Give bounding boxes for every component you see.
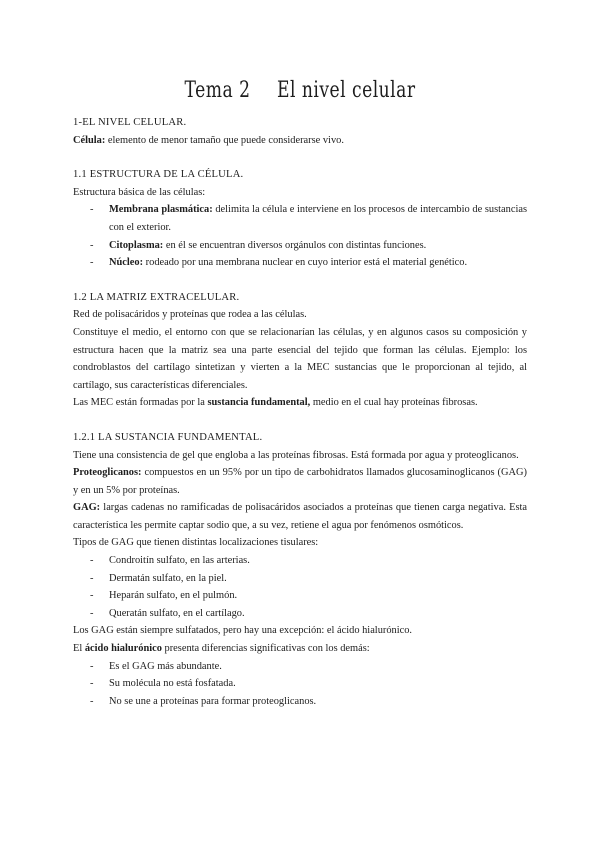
item-text: Condroitín sulfato, en las arterias. [109, 555, 250, 567]
hial-a: El [73, 643, 85, 655]
list-item [73, 570, 527, 588]
celula-text: elemento de menor tamaño que puede considerarse vivo. [105, 134, 344, 146]
dash-marker: - [90, 590, 94, 602]
tipos-intro: Tipos de GAG que tienen distintas localizaciones tisulares: [73, 537, 319, 549]
dash-marker: - [90, 607, 94, 619]
sustancia-p1: Tiene una consistencia de gel que engloba a las proteínas fibrosas. Está formada por agua y proteoglicanos. [73, 449, 519, 461]
heading-1-2: 1.2 LA MATRIZ EXTRACELULAR. [73, 291, 240, 303]
page-title [123, 74, 477, 108]
gag-definition [73, 499, 527, 534]
gag-text: largas cadenas no ramificadas de polisacáridos asociados a proteínas que tienen carga negativa. Esta característica les permite captar sodio que, a su vez, retiene el agua por fenómenos osmóticos. [73, 502, 527, 531]
matriz-p3-b: medio en el cual hay proteínas fibrosas. [310, 397, 478, 409]
matriz-p2: Constituye el medio, el entorno con que se relacionarían las células, y en algunos casos su composición y estructura hacen que la matriz sea una parte esencial del tejido que forman las células. Ejemplo: los condroblastos del cartílago sintetizan y vierten a la MEC sustancias que le proporcionan al tejido, al cartílago, sus características diferenciales. [73, 326, 527, 391]
proteoglicanos-term: Proteoglicanos: [73, 467, 142, 479]
item-term: Núcleo: [109, 257, 144, 269]
list-item [73, 201, 527, 236]
item-text: Su molécula no está fosfatada. [109, 678, 236, 690]
item-text: No se une a proteínas para formar proteoglicanos. [109, 695, 317, 707]
dash-marker: - [90, 695, 94, 707]
list-item [73, 552, 527, 570]
list-item [73, 587, 527, 605]
list-item [73, 254, 527, 272]
dash-marker: - [90, 555, 94, 567]
dash-marker: - [90, 660, 94, 672]
dash-marker: - [90, 239, 94, 251]
gag-term: GAG: [73, 502, 101, 514]
item-text: rodeado por una membrana nuclear en cuyo interior está el material genético. [143, 257, 468, 269]
celula-term: Célula: [73, 134, 106, 146]
item-text: Es el GAG más abundante. [109, 660, 222, 672]
estructura-list [73, 201, 527, 271]
sustancia-fundamental-term: sustancia fundamental, [207, 397, 311, 409]
celula-definition [73, 132, 527, 150]
title-number: Tema 2 [184, 78, 251, 103]
sulfatados-text: Los GAG están siempre sulfatados, pero hay una excepción: el ácido hialurónico. [73, 625, 413, 637]
proteoglicanos-definition [73, 464, 527, 499]
dash-marker: - [90, 257, 94, 269]
matriz-p3-a: Las MEC están formadas por la [73, 397, 208, 409]
list-item [73, 237, 527, 255]
tipos-list [73, 552, 527, 622]
item-text: delimita la célula e interviene en los procesos de intercambio de sustancias con el exterior. [109, 204, 527, 233]
hialuronico-intro [73, 640, 527, 658]
item-text: Dermatán sulfato, en la piel. [109, 572, 227, 584]
proteoglicanos-text: compuestos en un 95% por un tipo de carbohidratos llamados glucosaminoglicanos (GAG) y en un 5% por proteínas. [73, 467, 527, 496]
item-term: Membrana plasmática: [109, 204, 213, 216]
list-item [73, 693, 527, 711]
item-text: Heparán sulfato, en el pulmón. [109, 590, 238, 602]
list-item [73, 675, 527, 693]
title-text: El nivel celular [276, 78, 416, 103]
heading-1-1: 1.1 ESTRUCTURA DE LA CÉLULA. [73, 169, 244, 181]
item-text: Queratán sulfato, en el cartílago. [109, 607, 245, 619]
document-content [73, 74, 527, 710]
item-text: en él se encuentran diversos orgánulos con distintas funciones. [163, 239, 427, 251]
dash-marker: - [90, 204, 94, 216]
matriz-p1: Red de polisacáridos y proteínas que rodea a las células. [73, 309, 307, 321]
estructura-intro: Estructura básica de las células: [73, 186, 206, 198]
dash-marker: - [90, 678, 94, 690]
matriz-p3 [73, 394, 527, 412]
item-term: Citoplasma: [109, 239, 164, 251]
hial-b: presenta diferencias significativas con los demás: [161, 643, 370, 655]
dash-marker: - [90, 572, 94, 584]
hialuronico-term: ácido hialurónico [84, 643, 162, 655]
heading-1-2-1: 1.2.1 LA SUSTANCIA FUNDAMENTAL. [73, 431, 263, 443]
hialuronico-list [73, 658, 527, 711]
list-item [73, 605, 527, 623]
list-item [73, 658, 527, 676]
heading-1: 1-EL NIVEL CELULAR. [73, 117, 187, 128]
